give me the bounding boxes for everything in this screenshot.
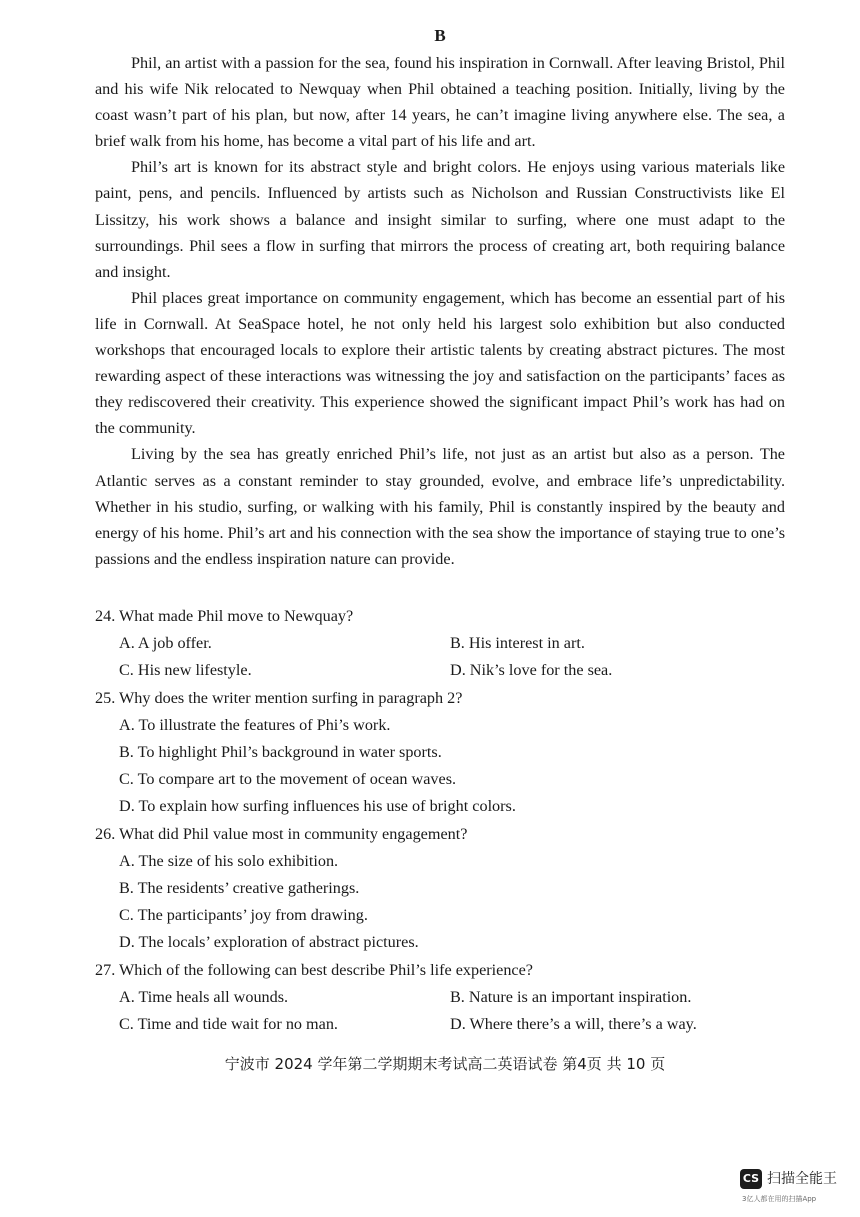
option-b: B. Nature is an important inspiration. <box>450 987 692 1006</box>
option-c: C. His new lifestyle. <box>119 661 252 680</box>
options <box>95 848 795 957</box>
paragraph-1: Phil, an artist with a passion for the sea, found his inspiration in Cornwall. After leaving Bristol, Phil and his wife Nik relocated to Newquay when Phil obtained a teaching position. Initially, living by the coast wasn’t part of his plan, but now, after 14 years, he can’t imagine living anywhere else. The sea, a brief walk from his home, has become a vital part of his life and art. <box>95 54 785 151</box>
question-25 <box>95 685 795 821</box>
paragraph-2: Phil’s art is known for its abstract style and bright colors. He enjoys using various materials like paint, pens, and pencils. Influenced by artists such as Nicholson and Russian Constructivists like El Lissitzy, his work shows a balance and insight similar to surfing, where one must adapt to the surroundings. Phil sees a flow in surfing that mirrors the process of creating art, both requiring balance and insight. <box>95 158 785 281</box>
option-d: D. To explain how surfing influences his use of bright colors. <box>119 797 516 816</box>
option-b: B. His interest in art. <box>450 634 585 653</box>
option-a: A. Time heals all wounds. <box>119 987 289 1006</box>
scanner-app-slogan: 3亿人都在用的扫描App <box>742 1195 817 1203</box>
option-a: A. To illustrate the features of Phi’s work. <box>119 715 391 734</box>
option-a: A. A job offer. <box>119 634 212 653</box>
option-c: C. To compare art to the movement of ocean waves. <box>119 770 457 789</box>
scanner-app-badge <box>740 1167 850 1207</box>
paragraph-3: Phil places great importance on community engagement, which has become an essential part of his life in Cornwall. At SeaSpace hotel, he not only held his largest solo exhibition but also conducted workshops that encouraged locals to explore their artistic talents by creating abstract pictures. The most rewarding aspect of these interactions was witnessing the joy and satisfaction on the participants’ faces as they rediscovered their creativity. This experience showed the significant impact Phil’s work has had on the community. <box>95 288 785 438</box>
paragraph-4: Living by the sea has greatly enriched Phil’s life, not just as an artist but also as a person. The Atlantic serves as a constant reminder to stay grounded, evolve, and embrace life’s unpredictability. Whether in his studio, surfing, or walking with his family, Phil is constantly inspired by the beauty and energy of his home. Phil’s art and his connection with the sea show the importance of staying true to one’s passions and the endless inspiration nature can provide. <box>95 445 785 568</box>
scanner-app-name: 扫描全能王 <box>767 1171 837 1187</box>
option-d: D. Where there’s a will, there’s a way. <box>450 1015 697 1034</box>
option-c: C. The participants’ joy from drawing. <box>119 906 368 925</box>
section-letter: B <box>434 26 446 45</box>
question-stem: 24. What made Phil move to Newquay? <box>95 607 354 625</box>
question-27 <box>95 957 795 1039</box>
option-c: C. Time and tide wait for no man. <box>119 1015 338 1034</box>
reading-passage <box>95 50 785 572</box>
question-stem: 25. Why does the writer mention surfing in paragraph 2? <box>95 688 463 707</box>
options <box>95 630 795 684</box>
question-list <box>95 603 795 1038</box>
option-d: D. The locals’ exploration of abstract pictures. <box>119 933 419 952</box>
option-b: B. The residents’ creative gatherings. <box>119 879 360 898</box>
options <box>95 984 795 1038</box>
option-b: B. To highlight Phil’s background in water sports. <box>119 743 442 762</box>
question-24 <box>95 603 795 685</box>
page-footer: 宁波市 2024 学年第二学期期末考试高二英语试卷 第4页 共 10 页 <box>224 1055 666 1073</box>
question-26 <box>95 821 795 957</box>
question-stem: 26. What did Phil value most in community engagement? <box>95 824 468 843</box>
camscanner-logo-icon: CS <box>740 1169 762 1189</box>
option-d: D. Nik’s love for the sea. <box>450 661 613 680</box>
options <box>95 712 795 821</box>
option-a: A. The size of his solo exhibition. <box>119 851 339 870</box>
question-stem: 27. Which of the following can best describe Phil’s life experience? <box>95 960 533 979</box>
